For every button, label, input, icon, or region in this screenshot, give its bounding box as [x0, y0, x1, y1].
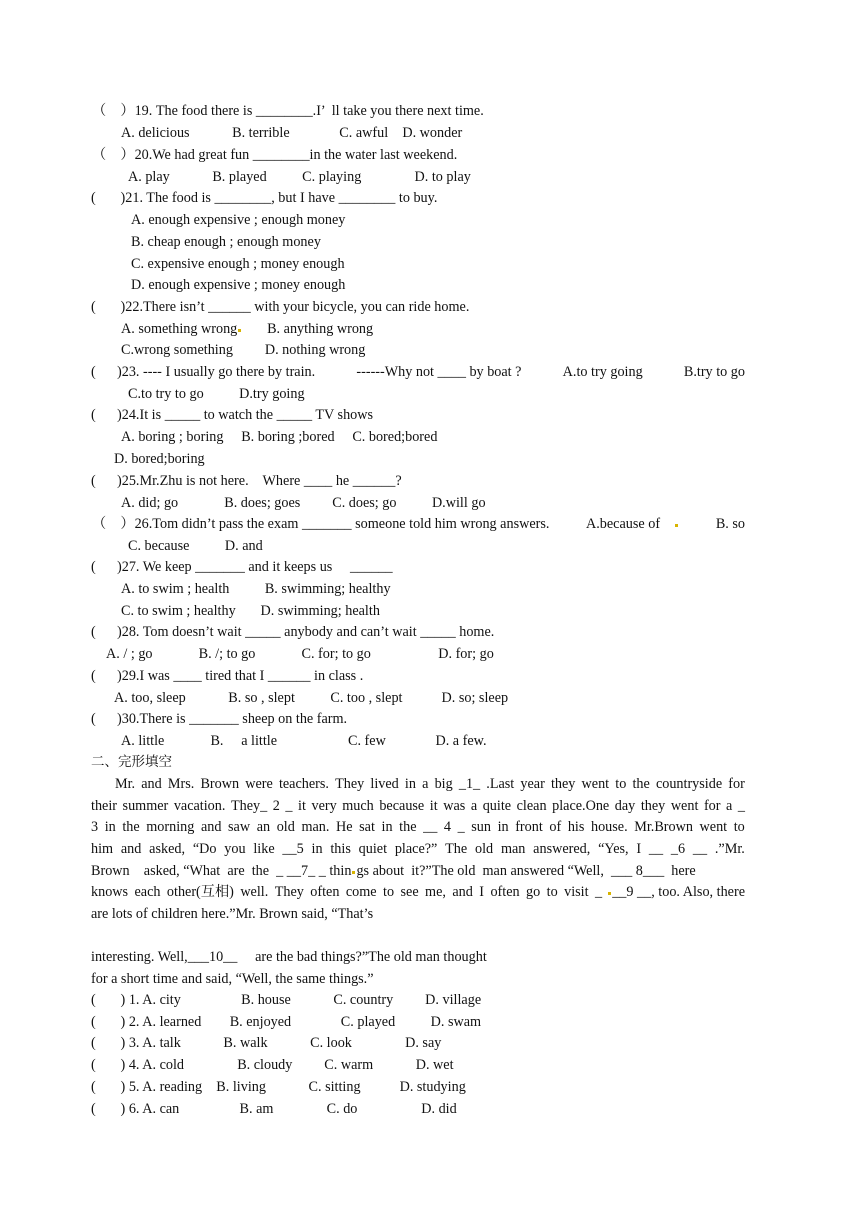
cloze-word: _1_: [458, 776, 481, 792]
cloze-word: sun: [471, 819, 491, 835]
cloze-word: they: [640, 798, 666, 814]
cloze-line-3: [91, 819, 745, 835]
question-28-stem: ( )28. Tom doesn’t wait _____ anybody and can’t wait _____ home.: [91, 624, 495, 640]
cloze-word: house.: [590, 819, 628, 835]
cloze-line-6-tail: [607, 884, 745, 900]
cloze-word: of: [549, 819, 562, 835]
cloze-word: to: [383, 884, 395, 900]
cloze-word: front: [515, 819, 543, 835]
cloze-word: well.: [240, 884, 269, 900]
cloze-word: clean: [516, 798, 547, 814]
cloze-word: __5: [282, 841, 304, 857]
cloze-word: a: [726, 798, 733, 814]
question-25-options: A. did; go B. does; goes C. does; go D.will go: [121, 495, 486, 511]
edit-mark: [608, 892, 611, 895]
edit-mark: [238, 329, 241, 332]
cloze-line-9: for a short time and said, “Well, the same things.”: [91, 971, 374, 987]
question-26-option-a: A.because of: [586, 516, 661, 532]
question-22-option-a: A. something wrong: [121, 321, 238, 337]
cloze-word: the: [632, 776, 650, 792]
cloze-word: in: [104, 819, 116, 835]
question-27-options-cd: C. to swim ; healthy D. swimming; health: [121, 603, 380, 619]
cloze-word: _: [737, 798, 745, 814]
cloze-line-6: [91, 884, 745, 900]
cloze-word: much: [342, 798, 374, 814]
cloze-word: their: [91, 798, 117, 814]
cloze-question-2: ( ) 2. A. learned B. enjoyed C. played D. swam: [91, 1014, 482, 1030]
cloze-word: see: [400, 884, 419, 900]
question-22-options-ab: [121, 321, 373, 337]
question-27-stem: ( )27. We keep _______ and it keeps us ______: [91, 559, 393, 575]
cloze-word: an: [256, 819, 271, 835]
cloze-word: very: [311, 798, 337, 814]
cloze-word: Brown: [200, 776, 240, 792]
cloze-word: in: [404, 776, 416, 792]
question-23-stem: [91, 364, 745, 380]
cloze-word: in: [497, 819, 509, 835]
cloze-word: for: [728, 776, 745, 792]
question-20-stem: （ ）20.We had great fun ________in the water last weekend.: [92, 147, 458, 163]
question-22-option-b: B. anything wrong: [242, 321, 374, 337]
cloze-word: man: [500, 841, 526, 857]
cloze-word: They_: [230, 798, 268, 814]
question-29-options: A. too, sleep B. so , slept C. too , slept D. so; sleep: [114, 690, 509, 706]
cloze-word: They: [274, 884, 304, 900]
cloze-word: this: [330, 841, 351, 857]
question-24-options: A. boring ; boring B. boring ;bored C. bored;bored: [121, 429, 438, 445]
cloze-line-4: [91, 841, 745, 857]
cloze-word: they: [550, 776, 576, 792]
cloze-word: old: [276, 819, 295, 835]
question-26-part-2: [586, 516, 679, 532]
cloze-line-8: interesting. Well,___10__ are the bad things?”The old man thought: [91, 949, 487, 965]
cloze-word: to: [615, 776, 627, 792]
cloze-word: morning: [146, 819, 195, 835]
question-26-part-1: （ ）26.Tom didn’t pass the exam _______ someone told him wrong answers.: [92, 516, 550, 532]
cloze-line-1: [115, 776, 745, 792]
cloze-word: the: [399, 819, 417, 835]
question-21-option-d: D. enough expensive ; money enough: [131, 277, 346, 293]
cloze-word: went: [581, 776, 610, 792]
cloze-word: __: [648, 841, 664, 857]
cloze-word: year: [520, 776, 545, 792]
cloze-word: “Do: [192, 841, 217, 857]
cloze-word: like: [253, 841, 275, 857]
question-26-stem: [92, 516, 745, 532]
cloze-word: to: [546, 884, 558, 900]
cloze-word: teachers.: [278, 776, 329, 792]
cloze-line-6-blank: __9 __, too. Also, there: [612, 884, 745, 900]
cloze-question-5: ( ) 5. A. reading B. living C. sitting D. studying: [91, 1079, 466, 1095]
question-28-options: A. / ; go B. /; to go C. for; to go D. for; go: [106, 646, 494, 662]
cloze-word: man.: [301, 819, 330, 835]
question-24-stem: ( )24.It is _____ to watch the _____ TV shows: [91, 407, 374, 423]
cloze-word: often: [310, 884, 340, 900]
cloze-word: in: [381, 819, 393, 835]
edit-mark: [675, 524, 678, 527]
cloze-word: The: [445, 841, 468, 857]
cloze-word: __: [423, 819, 438, 835]
cloze-word: He: [336, 819, 353, 835]
cloze-word: I: [479, 884, 485, 900]
question-22-options-cd: C.wrong something D. nothing wrong: [121, 342, 366, 358]
cloze-word: summer: [122, 798, 169, 814]
cloze-word: and: [141, 776, 162, 792]
question-21-option-b: B. cheap enough ; enough money: [131, 234, 321, 250]
cloze-word: his: [567, 819, 585, 835]
cloze-line-5: [91, 863, 745, 879]
question-22-stem: ( )22.There isn’t ______ with your bicycle, you can ride home.: [91, 299, 470, 315]
cloze-word: a: [422, 776, 429, 792]
cloze-word: old: [475, 841, 494, 857]
question-19-options: A. delicious B. terrible C. awful D. wonder: [121, 125, 463, 141]
question-26-options: C. because D. and: [128, 538, 263, 554]
cloze-word: place.One: [552, 798, 610, 814]
cloze-word: visit: [564, 884, 589, 900]
question-25-stem: ( )25.Mr.Zhu is not here. Where ____ he ______?: [91, 473, 402, 489]
cloze-word: for: [703, 798, 721, 814]
cloze-word: vacation.: [173, 798, 226, 814]
cloze-word: quiet: [358, 841, 388, 857]
cloze-word: went: [699, 819, 728, 835]
cloze-word: you: [224, 841, 246, 857]
question-23-part-1: ( )23. ---- I usually go there by train.: [91, 364, 316, 380]
cloze-word: 4: [443, 819, 451, 835]
cloze-word: “Yes,: [598, 841, 629, 857]
cloze-line-6-words: [91, 884, 602, 900]
cloze-line-7: are lots of children here.”Mr. Brown said, “That’s: [91, 906, 374, 922]
cloze-word: the: [122, 819, 140, 835]
cloze-word: .”Mr.: [714, 841, 745, 857]
cloze-word: me,: [425, 884, 446, 900]
cloze-word: lived: [370, 776, 399, 792]
cloze-word: Mr.: [115, 776, 136, 792]
cloze-word: went: [670, 798, 699, 814]
cloze-word: 2: [272, 798, 280, 814]
cloze-word: day: [614, 798, 636, 814]
cloze-word: go: [526, 884, 541, 900]
cloze-word: it: [429, 798, 438, 814]
cloze-word: Mr.Brown: [634, 819, 693, 835]
cloze-line-5-part-2: gs about it?”The old man answered “Well, ___ 8___ here: [356, 863, 696, 879]
cloze-word: come: [345, 884, 377, 900]
cloze-word: and: [452, 884, 473, 900]
question-30-stem: ( )30.There is _______ sheep on the farm.: [91, 711, 348, 727]
cloze-question-1: ( ) 1. A. city B. house C. country D. village: [91, 992, 482, 1008]
cloze-word: They: [335, 776, 365, 792]
question-27-options-ab: A. to swim ; health B. swimming; healthy: [121, 581, 391, 597]
cloze-word: I: [636, 841, 642, 857]
cloze-word: was: [443, 798, 466, 814]
question-21-stem: ( )21. The food is ________, but I have ________ to buy.: [91, 190, 438, 206]
cloze-word: quite: [482, 798, 512, 814]
cloze-word: other(互相): [166, 884, 234, 900]
question-23-part-4: B.try to go: [683, 364, 745, 380]
cloze-question-3: ( ) 3. A. talk B. walk C. look D. say: [91, 1035, 442, 1051]
cloze-word: in: [311, 841, 323, 857]
cloze-word: Mrs.: [167, 776, 195, 792]
cloze-word: answered,: [533, 841, 591, 857]
cloze-word: a: [470, 798, 478, 814]
cloze-word: countryside: [655, 776, 723, 792]
cloze-word: big: [434, 776, 453, 792]
cloze-word: often: [490, 884, 520, 900]
cloze-word: _: [285, 798, 293, 814]
question-21-option-a: A. enough expensive ; enough money: [131, 212, 346, 228]
section-2-heading: 二、完形填空: [91, 754, 172, 770]
cloze-word: _: [594, 884, 603, 900]
cloze-question-6: ( ) 6. A. can B. am C. do D. did: [91, 1101, 457, 1117]
cloze-word: him: [91, 841, 114, 857]
cloze-word: sat: [359, 819, 375, 835]
cloze-word: 3: [91, 819, 99, 835]
cloze-word: saw: [228, 819, 251, 835]
question-23-options: C.to try to go D.try going: [128, 386, 305, 402]
cloze-word: each: [134, 884, 161, 900]
question-29-stem: ( )29.I was ____ tired that I ______ in class .: [91, 668, 364, 684]
cloze-question-4: ( ) 4. A. cold B. cloudy C. warm D. wet: [91, 1057, 454, 1073]
question-21-option-c: C. expensive enough ; money enough: [131, 256, 345, 272]
cloze-word: because: [379, 798, 425, 814]
cloze-word: __: [692, 841, 708, 857]
question-24-option-d: D. bored;boring: [114, 451, 205, 467]
cloze-word: asked,: [149, 841, 186, 857]
question-26-part-3: B. so: [715, 516, 745, 532]
cloze-word: _: [457, 819, 465, 835]
question-30-options: A. little B. a little C. few D. a few.: [121, 733, 487, 749]
cloze-word: .Last: [486, 776, 515, 792]
cloze-word: it: [298, 798, 306, 814]
question-20-options: A. play B. played C. playing D. to play: [128, 169, 471, 185]
cloze-line-2: [91, 798, 745, 814]
cloze-word: and: [120, 841, 142, 857]
question-19-stem: （ ）19. The food there is ________.I’ ll take you there next time.: [92, 103, 484, 119]
cloze-word: knows: [91, 884, 129, 900]
cloze-word: and: [200, 819, 222, 835]
question-23-part-2: ------Why not ____ by boat ?: [356, 364, 522, 380]
cloze-word: to: [733, 819, 745, 835]
edit-mark: [352, 871, 355, 874]
cloze-word: _6: [670, 841, 686, 857]
cloze-line-5-part-1: Brown asked, “What are the _ __7_ _ thin: [91, 863, 352, 879]
question-23-part-3: A.to try going: [562, 364, 643, 380]
cloze-word: were: [245, 776, 273, 792]
cloze-word: place?”: [394, 841, 438, 857]
